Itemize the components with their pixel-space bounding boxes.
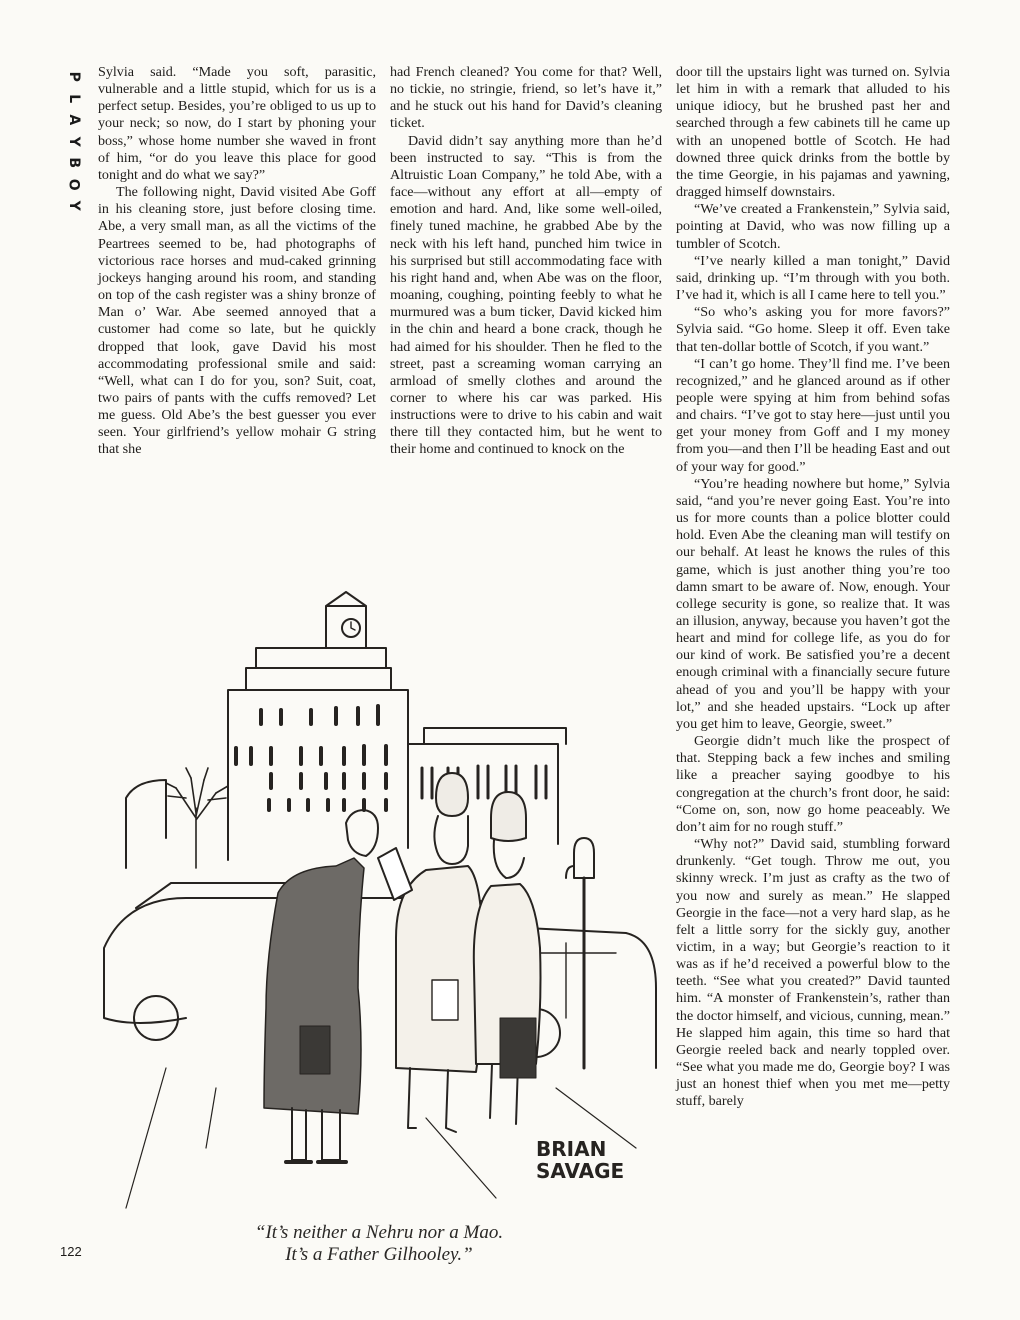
signature-line-2: SAVAGE <box>536 1159 625 1183</box>
cartoon-illustration <box>96 548 662 1218</box>
paragraph: The following night, David visited Abe Goff in his cleaning store, just before closing time. Abe, a very small man, as all the victims of the Peartrees seemed to be, had photographs of victorious race horses and mud-caked grinning jockeys hanging around his room, and standing on top of the cash register was a shiny bronze of Man o’ War. Abe seemed annoyed that a customer had come so late, but he quickly dropped that look, gave David his most accommodating professional smile and said: “Well, what can I do for you, son? Suit, coat, two pairs of pants with the cuffs removed? Let me guess. Old Abe’s the best guesser you ever seen. Your girlfriend’s yellow mohair G string that she <box>98 184 376 458</box>
magazine-letter: P <box>65 71 82 82</box>
paragraph: “We’ve created a Frankenstein,” Sylvia said, pointing at David, who was now filling up a tumbler of Scotch. <box>676 201 950 252</box>
text-column-1 <box>98 64 376 459</box>
caption-line: It’s a Father Gilhooley.” <box>285 1244 473 1265</box>
magazine-letter: Y <box>65 136 82 147</box>
magazine-letter: O <box>65 178 82 191</box>
magazine-name-vertical <box>60 66 86 217</box>
paragraph: “Why not?” David said, stumbling forward drunkenly. “Get tough. Throw me out, you skinny wreck. I’m just as crafty as the two of you now and surely as mean.” He slapped Georgie in the face—not a very hard slap, as he felt a little sorry for the sickly guy, another victim, in a way; but Georgie’s reaction to it was as if he’d received a powerful blow to the teeth. “See what you created?” David taunted him. “A monster of Frankenstein’s, rather than the doctor himself, and vicious, cunning, mean.” He slapped him again, this time so hard that Georgie reeled back and nearly toppled over. “See what you made me do, Georgie boy? I was just an honest thief when you met me—petty stuff, barely <box>676 836 950 1110</box>
magazine-letter: Y <box>65 200 82 211</box>
magazine-letter: B <box>65 157 82 169</box>
paragraph: had French cleaned? You come for that? Well, no tickie, no stringie, friend, so let’s have it,” and he stuck out his hand for David’s cleaning ticket. <box>390 64 662 132</box>
paragraph: “You’re heading nowhere but home,” Sylvia said, “and you’re never going East. You’re into us for more counts than a police blotter could hold. Even Abe the cleaning man will testify on our behalf. At least he knows the rules of this game, which is just another thing you’re too damn smart to be aware of. Now, enough. Your college security is gone, so realize that. It was an illusion, anyway, because you haven’t got the heart and mind for college life, as you do for our kind of work. Be satisfied you’re a decent enough criminal with a financially secure future ahead of you and you’ll be happy with your lot,” and she headed upstairs. “Lock up after you get him to leave, Georgie, sweet.” <box>676 475 950 732</box>
paragraph: door till the upstairs light was turned on. Sylvia let him in with a remark that alluded to his unique idiocy, but he brushed past her and searched through a few cabinets till he came up with an unopened bottle of Scotch. He had downed three quick drinks from the bottle by the time Georgie, in his pajamas and yawning, dragged himself downstairs. <box>676 64 950 201</box>
cartoon-drawing <box>96 548 662 1218</box>
paragraph: Sylvia said. “Made you soft, parasitic, vulnerable and a little stupid, which for us is a perfect setup. Besides, you’re obliged to us up to your neck; so now, do I start by phoning your boss,” whose home number she waved in front of him, “or do you leave this place for good tonight and do what we say?” <box>98 64 376 183</box>
magazine-letter: L <box>65 93 82 103</box>
paragraph: Georgie didn’t much like the prospect of that. Stepping back a few inches and smiling like a preacher saying goodbye to his congregation at the church’s front door, he said: “Come on, son, now go home peaceably. We don’t aim for no rough stuff.” <box>676 733 950 835</box>
caption-line: “It’s neither a Nehru nor a Mao. <box>254 1222 504 1243</box>
text-column-3 <box>676 64 950 1111</box>
magazine-letter: A <box>65 114 82 126</box>
signature-line-1: BRIAN <box>536 1137 607 1161</box>
cartoon-caption <box>96 1222 662 1266</box>
page-number: 122 <box>60 1244 82 1259</box>
paragraph: “So who’s asking you for more favors?” Sylvia said. “Go home. Sleep it off. Even take that ten-dollar bottle of Scotch, if you want.” <box>676 304 950 355</box>
paragraph: “I’ve nearly killed a man tonight,” David said, drinking up. “I’m through with you both. I’ve had it, which is all I came here to tell you.” <box>676 252 950 304</box>
paragraph: David didn’t say anything more than he’d been instructed to say. “This is from the Altruistic Loan Company,” he told Abe, with a face—without any effort at all—empty of emotion and hard. And, like some well-oiled, finely tuned machine, he grabbed Abe by the neck with his left hand, punched him twice in his surprised but still accommodating face with his right hand and, when Abe was on the floor, moaning, coughing, pointing feebly to what he murmured was a bum ticker, David kicked him in the chin and heard a bone crack, though he had aimed for his shoulder. Then he fled to the street, past a screaming woman carrying an armload of smelly clothes and around the corner to where his car was parked. His instructions were to drive to his cabin and wait there till they contacted him, but he went to their home and continued to knock on the <box>390 132 662 458</box>
paragraph: “I can’t go home. They’ll find me. I’ve been recognized,” and he glanced around as if other people were spying at him from behind sofas and chairs. “I’ve got to stay here—just until you get your money from Goff and I my money from you—and then I’ll be heading East and out of your way for good.” <box>676 355 950 475</box>
text-column-2 <box>390 64 662 459</box>
